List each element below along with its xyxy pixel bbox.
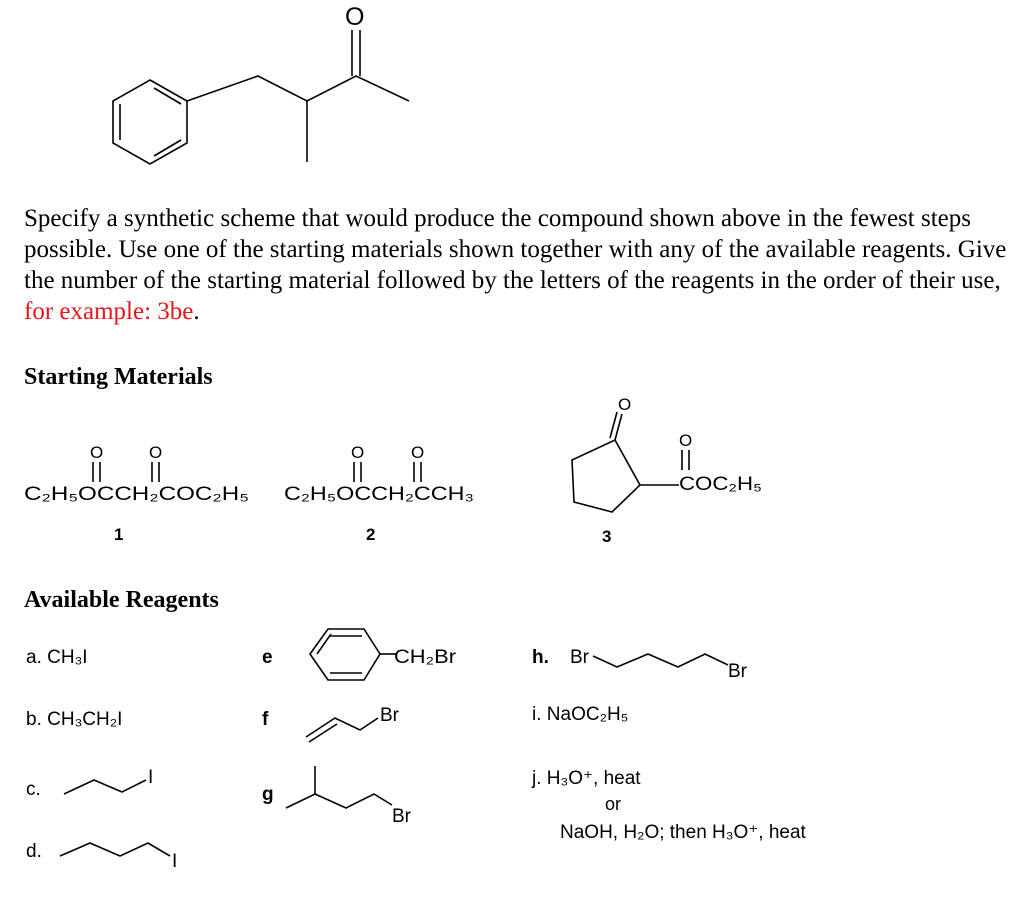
reagent-g-bromine: Br (392, 806, 411, 827)
reagents-panel (0, 620, 1024, 903)
reagent-h-bromine-left: Br (570, 647, 589, 668)
reagent-c-chain (64, 780, 146, 794)
reagent-g-label: g (262, 784, 274, 805)
reagent-f-bromine: Br (380, 705, 399, 726)
reagent-a: a. CH₃I (26, 647, 88, 668)
starting-material-2 (280, 430, 500, 550)
question-instructions: Specify a synthetic scheme that would produce the compound shown above in the fewest steps possible. Use one of the starting materials shown together with any of the available reagents. Give the number of the starting material followed by the letters of the reagents in the order of their use, (24, 205, 1007, 294)
reagent-h-label: h. (532, 647, 549, 668)
reagent-c-iodine: I (148, 767, 154, 788)
reagent-j-line2: NaOH, H₂O; then H₃O⁺, heat (560, 822, 806, 843)
sm3-ketone-oxygen: O (618, 395, 632, 414)
starting-materials-heading: Starting Materials (24, 364, 213, 390)
available-reagents-heading: Available Reagents (24, 587, 219, 613)
reagent-j-line1: j. H₃O⁺, heat (532, 768, 641, 789)
reagent-h-chain (593, 654, 728, 667)
reagent-d-chain (60, 843, 170, 856)
sm2-oxygen-a: O (351, 443, 365, 462)
reagent-b: b. CH₃CH₂I (26, 709, 123, 730)
sm1-oxygen-b: O (149, 443, 163, 462)
reagent-d-iodine: I (172, 851, 178, 872)
reagent-g-chain (286, 794, 392, 808)
target-carbonyl-oxygen: O (345, 3, 365, 31)
sm1-formula: C₂H₅OCCH₂COC₂H₅ (24, 484, 250, 505)
starting-material-1 (20, 430, 260, 550)
question-example: for example: 3be (24, 298, 194, 325)
reagent-d-label: d. (26, 841, 42, 862)
sm2-formula: C₂H₅OCCH₂CCH₃ (284, 484, 474, 505)
reagent-j-or: or (605, 794, 622, 814)
starting-material-3 (560, 390, 780, 550)
target-molecule-structure (90, 0, 430, 190)
sm2-number: 2 (366, 525, 376, 544)
reagent-f-chain (306, 718, 378, 737)
sm3-number: 3 (602, 527, 612, 546)
reagent-h-bromine-right: Br (728, 661, 747, 682)
sm1-number: 1 (114, 525, 124, 544)
reagent-e-label: e (262, 647, 273, 668)
reagent-c-label: c. (26, 779, 41, 800)
reagent-e-group: CH₂Br (394, 647, 457, 668)
sm2-oxygen-b: O (411, 443, 425, 462)
reagent-i: i. NaOC₂H₅ (532, 704, 629, 725)
question-text (24, 203, 1014, 327)
reagent-f-label: f (262, 709, 269, 730)
sm3-ester-oxygen: O (679, 431, 693, 450)
question-period: . (193, 298, 200, 325)
sm1-oxygen-a: O (90, 443, 104, 462)
sm3-ester-group: COC₂H₅ (679, 474, 762, 495)
